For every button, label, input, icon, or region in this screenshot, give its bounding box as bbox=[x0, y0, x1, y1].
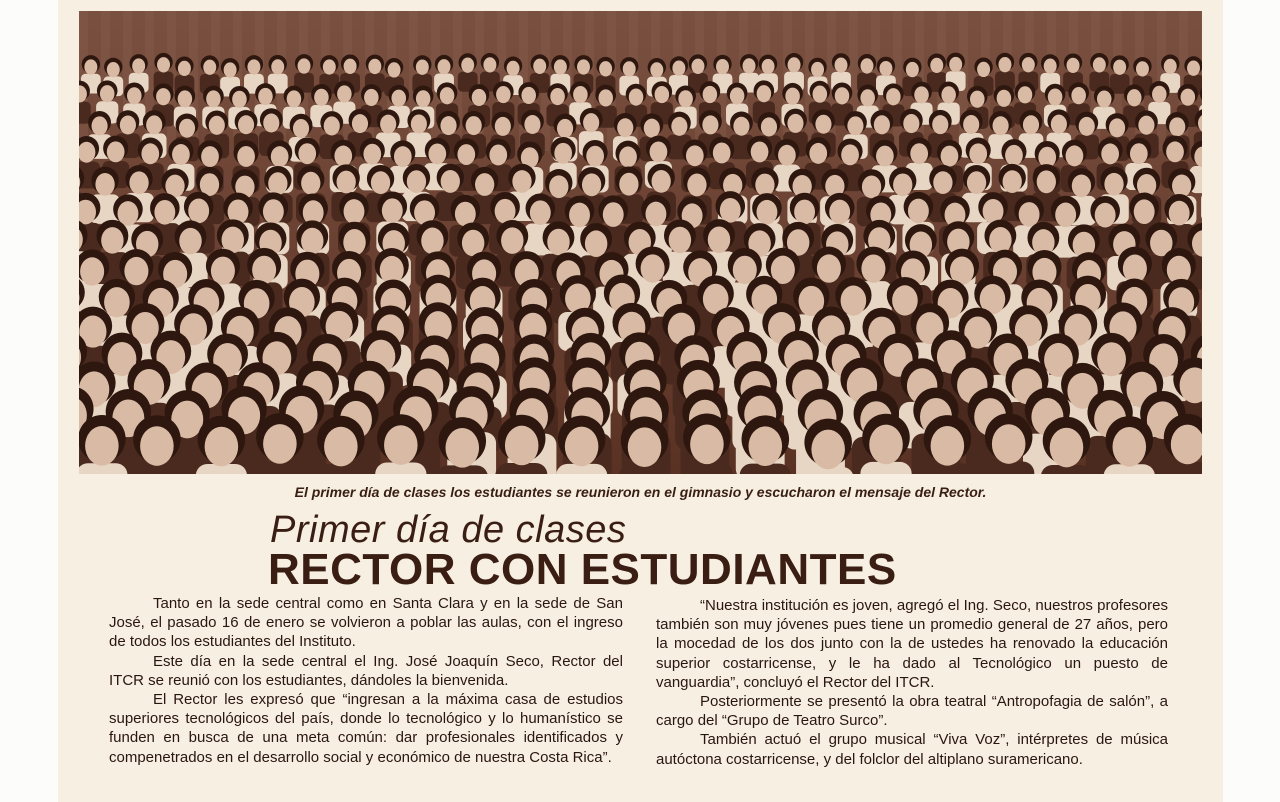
article-paragraph: Posteriormente se presentó la obra teatral “Antropofagia de salón”, a cargo del “Grupo de Teatro Surco”. bbox=[656, 693, 1168, 730]
article-column-right bbox=[656, 596, 1168, 769]
article-paragraph: “Nuestra institución es joven, agregó el Ing. Seco, nuestros profesores también son muy jóvenes pues tiene un promedio general de 27 años, pero la mocedad de los dos junto con la de ustedes ha renovado la educación superior costarricense, y le ha dado al Tecnológico un puesto de vanguardia”, concluyó el Rector del ITCR. bbox=[656, 597, 1168, 691]
photo-caption: El primer día de clases los estudiantes se reunieron en el gimnasio y escucharon el mensaje del Rector. bbox=[294, 484, 987, 500]
article-paragraph: Este día en la sede central el Ing. José Joaquín Seco, Rector del ITCR se reunió con los estudiantes, dándoles la bienvenida. bbox=[109, 652, 623, 689]
article-paragraph: Tanto en la sede central como en Santa Clara y en la sede de San José, el pasado 16 de enero se volvieron a poblar las aulas, con el ingreso de todos los estudiantes del Instituto. bbox=[109, 595, 623, 651]
article-paragraph: El Rector les expresó que “ingresan a la máxima casa de estudios superiores tecnológicos del país, donde lo tecnológico y lo humanístico se funden en busca de una meta común: dar profesionales identificados y compenetrados en el desarrollo social y económico de nuestra Costa Rica”. bbox=[109, 691, 623, 766]
headline-kicker: Primer día de clases bbox=[270, 509, 627, 551]
crowd-photo bbox=[79, 11, 1202, 474]
crowd-photo-illustration bbox=[79, 11, 1202, 474]
headline-title: RECTOR CON ESTUDIANTES bbox=[268, 545, 897, 594]
article-column-left bbox=[109, 594, 623, 767]
article-paragraph: También actuó el grupo musical “Viva Voz”, intérpretes de música autóctona costarricense, y del folclor del altiplano suramericano. bbox=[656, 731, 1168, 768]
